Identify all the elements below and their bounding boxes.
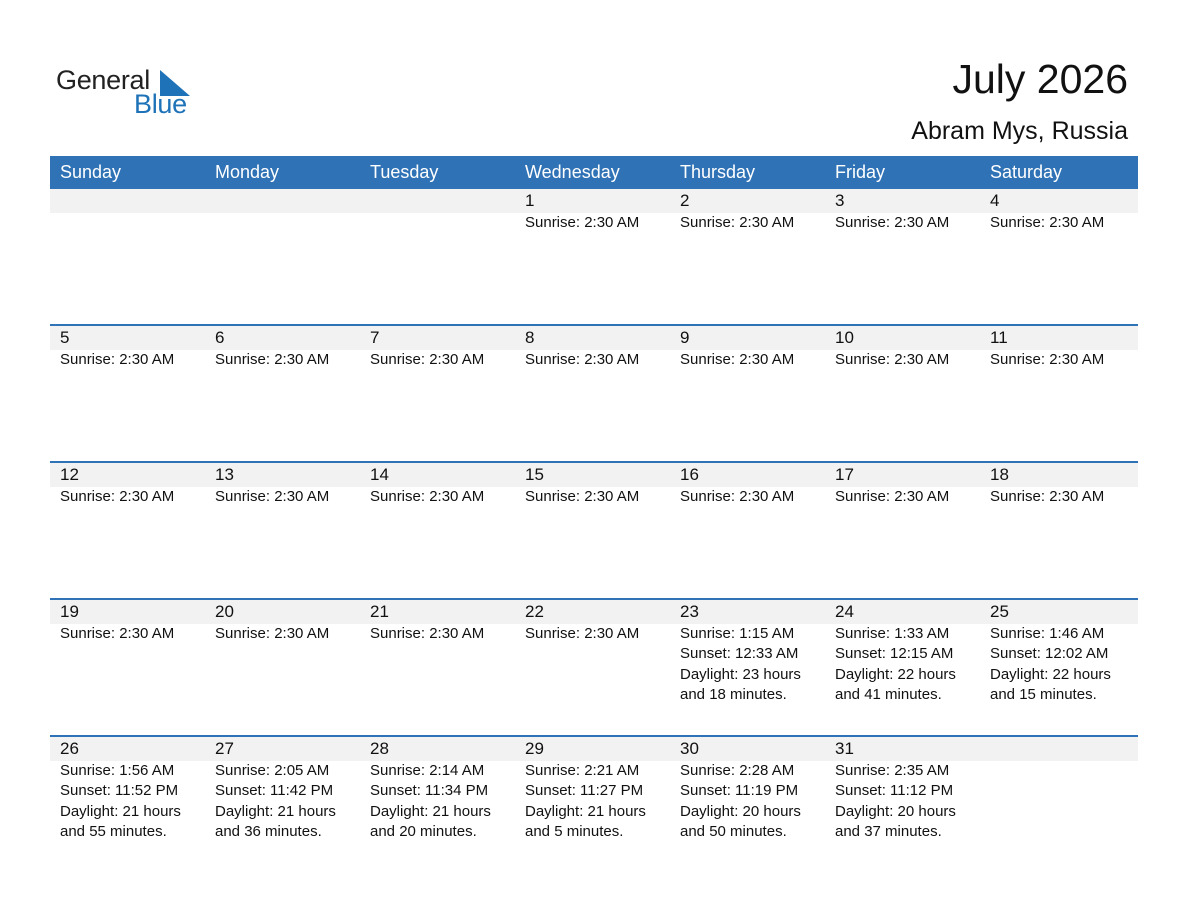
day-info-line: and 37 minutes. <box>835 822 942 840</box>
day-info-line: Sunset: 11:27 PM <box>525 782 644 800</box>
day-info-line: Sunrise: 2:30 AM <box>60 488 175 505</box>
weekday-thursday: Thursday <box>680 162 756 182</box>
day-number <box>60 189 205 213</box>
day-info-line: Sunrise: 2:30 AM <box>990 214 1105 231</box>
day-info-line: Daylight: 23 hours <box>680 665 801 683</box>
day-number: 1 <box>525 191 535 210</box>
day-info-line: Sunrise: 2:30 AM <box>215 625 330 642</box>
day-number: 31 <box>835 739 854 758</box>
day-info <box>680 350 825 370</box>
day-info-line: Sunset: 11:52 PM <box>60 782 179 800</box>
day-info-line: Sunrise: 1:46 AM <box>990 625 1105 642</box>
day-number: 20 <box>215 602 234 621</box>
day-cell <box>670 463 825 507</box>
day-number: 17 <box>835 465 854 484</box>
day-info-line: Sunrise: 2:30 AM <box>835 488 950 505</box>
day-number: 4 <box>990 191 1000 210</box>
day-cell <box>205 326 360 370</box>
day-info-line: Sunrise: 2:30 AM <box>680 488 795 505</box>
day-cell <box>515 189 670 233</box>
day-cell <box>360 189 515 233</box>
day-number <box>990 737 1135 761</box>
day-info-line: and 18 minutes. <box>680 685 787 703</box>
day-number: 25 <box>990 602 1009 621</box>
day-info <box>370 350 515 370</box>
week-row <box>50 324 1138 461</box>
day-cell <box>360 326 515 370</box>
day-info-line: Sunrise: 2:30 AM <box>680 214 795 231</box>
week-row <box>50 461 1138 598</box>
day-number: 7 <box>370 328 380 347</box>
day-info-line: and 41 minutes. <box>835 685 942 703</box>
day-number: 6 <box>215 328 225 347</box>
week-row <box>50 189 1138 324</box>
day-info-line: Sunrise: 2:30 AM <box>835 351 950 368</box>
day-number: 16 <box>680 465 699 484</box>
weekday-header <box>50 156 1138 189</box>
day-number: 5 <box>60 328 70 347</box>
day-info-line: and 55 minutes. <box>60 822 167 840</box>
day-cell <box>515 326 670 370</box>
day-info-line: Daylight: 22 hours <box>990 665 1111 683</box>
day-info-line: and 36 minutes. <box>215 822 322 840</box>
weekday-tuesday: Tuesday <box>370 162 439 182</box>
day-cell <box>205 189 360 233</box>
day-cell <box>360 600 515 705</box>
day-info-line: Sunset: 11:42 PM <box>215 782 334 800</box>
weekday-saturday: Saturday <box>990 162 1063 182</box>
day-number: 26 <box>60 739 79 758</box>
weekday-monday: Monday <box>215 162 280 182</box>
day-info-line: Sunrise: 2:30 AM <box>370 488 485 505</box>
day-info-line: Sunset: 12:02 AM <box>990 645 1109 663</box>
day-info <box>370 487 515 507</box>
day-number: 30 <box>680 739 699 758</box>
day-number: 15 <box>525 465 544 484</box>
day-cell <box>50 600 205 705</box>
day-cell <box>825 600 980 705</box>
day-info-line: Sunrise: 2:30 AM <box>60 625 175 642</box>
day-info <box>60 487 205 507</box>
day-cell <box>670 600 825 705</box>
day-info <box>990 624 1135 705</box>
day-cell <box>205 737 360 842</box>
calendar <box>50 156 1138 872</box>
day-info <box>215 761 360 842</box>
day-info-line: Sunrise: 2:21 AM <box>525 762 640 779</box>
day-info <box>370 761 515 842</box>
day-info <box>215 350 360 370</box>
day-number: 19 <box>60 602 79 621</box>
day-info <box>990 350 1135 370</box>
day-info-line: Sunrise: 2:05 AM <box>215 762 330 779</box>
day-info-line: and 15 minutes. <box>990 685 1097 703</box>
day-number <box>215 189 360 213</box>
day-cell <box>50 463 205 507</box>
day-cell <box>360 737 515 842</box>
day-cell <box>980 189 1135 233</box>
day-info-line: Sunrise: 1:56 AM <box>60 762 175 779</box>
day-cell <box>205 600 360 705</box>
day-number: 10 <box>835 328 854 347</box>
weekday-wednesday: Wednesday <box>525 162 620 182</box>
day-cell <box>980 600 1135 705</box>
day-cell <box>825 463 980 507</box>
day-info <box>215 487 360 507</box>
day-number: 23 <box>680 602 699 621</box>
day-info-line: Sunset: 11:34 PM <box>370 782 489 800</box>
day-cell <box>515 463 670 507</box>
day-cell <box>515 600 670 705</box>
day-info-line: Sunrise: 2:35 AM <box>835 762 950 779</box>
day-info-line: Sunset: 11:12 PM <box>835 782 954 800</box>
location-subtitle: Abram Mys, Russia <box>911 117 1128 145</box>
page-title: July 2026 <box>952 56 1128 102</box>
day-info <box>990 487 1135 507</box>
day-info <box>680 624 825 705</box>
day-info-line: Daylight: 20 hours <box>835 802 956 820</box>
day-info-line: Sunset: 12:15 AM <box>835 645 954 663</box>
day-info-line: Daylight: 21 hours <box>60 802 181 820</box>
day-info-line: and 20 minutes. <box>370 822 477 840</box>
day-cell <box>50 189 205 233</box>
day-info-line: Sunset: 12:33 AM <box>680 645 799 663</box>
day-info-line: Daylight: 20 hours <box>680 802 801 820</box>
day-number: 3 <box>835 191 845 210</box>
logo <box>56 64 206 120</box>
day-number: 29 <box>525 739 544 758</box>
day-number: 28 <box>370 739 389 758</box>
weekday-friday: Friday <box>835 162 886 182</box>
day-info <box>990 213 1135 233</box>
day-info-line: and 5 minutes. <box>525 822 624 840</box>
day-cell <box>670 737 825 842</box>
day-info <box>835 761 980 842</box>
day-info-line: Sunrise: 2:30 AM <box>525 351 640 368</box>
day-info <box>835 213 980 233</box>
day-cell <box>670 189 825 233</box>
day-info-line: Sunset: 11:19 PM <box>680 782 799 800</box>
day-info <box>680 213 825 233</box>
day-number: 14 <box>370 465 389 484</box>
day-number: 11 <box>990 328 1008 347</box>
day-cell <box>50 326 205 370</box>
day-info <box>60 624 205 644</box>
day-info-line: Sunrise: 2:30 AM <box>215 488 330 505</box>
day-number: 9 <box>680 328 690 347</box>
day-cell <box>980 737 1135 842</box>
day-info-line: Sunrise: 2:30 AM <box>370 625 485 642</box>
day-info <box>835 624 980 705</box>
day-cell <box>825 326 980 370</box>
day-cell <box>360 463 515 507</box>
day-cell <box>825 189 980 233</box>
day-info-line: Sunrise: 1:15 AM <box>680 625 795 642</box>
day-cell <box>515 737 670 842</box>
day-number: 8 <box>525 328 535 347</box>
week-row <box>50 598 1138 735</box>
day-cell <box>980 463 1135 507</box>
logo-text-general: General <box>56 65 150 95</box>
day-number: 12 <box>60 465 79 484</box>
day-info-line: Sunrise: 2:30 AM <box>990 351 1105 368</box>
day-info-line: Sunrise: 2:30 AM <box>60 351 175 368</box>
day-info <box>215 624 360 644</box>
day-info-line: Daylight: 21 hours <box>370 802 491 820</box>
day-info <box>370 624 515 644</box>
day-info-line: Daylight: 21 hours <box>215 802 336 820</box>
day-info-line: and 50 minutes. <box>680 822 787 840</box>
day-number: 13 <box>215 465 234 484</box>
day-info <box>680 761 825 842</box>
day-info <box>525 761 670 842</box>
day-info <box>525 487 670 507</box>
day-number: 18 <box>990 465 1009 484</box>
day-cell <box>825 737 980 842</box>
day-number <box>370 189 515 213</box>
day-info-line: Sunrise: 2:30 AM <box>835 214 950 231</box>
day-number: 22 <box>525 602 544 621</box>
day-info <box>835 350 980 370</box>
day-info-line: Sunrise: 2:30 AM <box>525 214 640 231</box>
day-info <box>60 350 205 370</box>
day-info-line: Sunrise: 2:30 AM <box>680 351 795 368</box>
day-number: 27 <box>215 739 234 758</box>
day-info <box>525 624 670 644</box>
weekday-sunday: Sunday <box>60 162 122 182</box>
day-info-line: Daylight: 22 hours <box>835 665 956 683</box>
day-cell <box>205 463 360 507</box>
day-info-line: Sunrise: 2:30 AM <box>370 351 485 368</box>
day-info-line: Daylight: 21 hours <box>525 802 646 820</box>
day-info <box>835 487 980 507</box>
day-number: 2 <box>680 191 690 210</box>
day-info-line: Sunrise: 2:30 AM <box>525 625 640 642</box>
day-info-line: Sunrise: 2:30 AM <box>215 351 330 368</box>
day-info <box>525 350 670 370</box>
day-info <box>525 213 670 233</box>
day-info <box>680 487 825 507</box>
day-cell <box>50 737 205 842</box>
day-info-line: Sunrise: 2:30 AM <box>525 488 640 505</box>
day-info-line: Sunrise: 2:14 AM <box>370 762 485 779</box>
day-info-line: Sunrise: 2:30 AM <box>990 488 1105 505</box>
day-info <box>60 761 205 842</box>
week-row <box>50 735 1138 872</box>
day-number: 21 <box>370 602 389 621</box>
logo-text-blue: Blue <box>134 89 187 119</box>
day-number: 24 <box>835 602 854 621</box>
day-info-line: Sunrise: 2:28 AM <box>680 762 795 779</box>
day-info-line: Sunrise: 1:33 AM <box>835 625 950 642</box>
day-cell <box>670 326 825 370</box>
day-cell <box>980 326 1135 370</box>
